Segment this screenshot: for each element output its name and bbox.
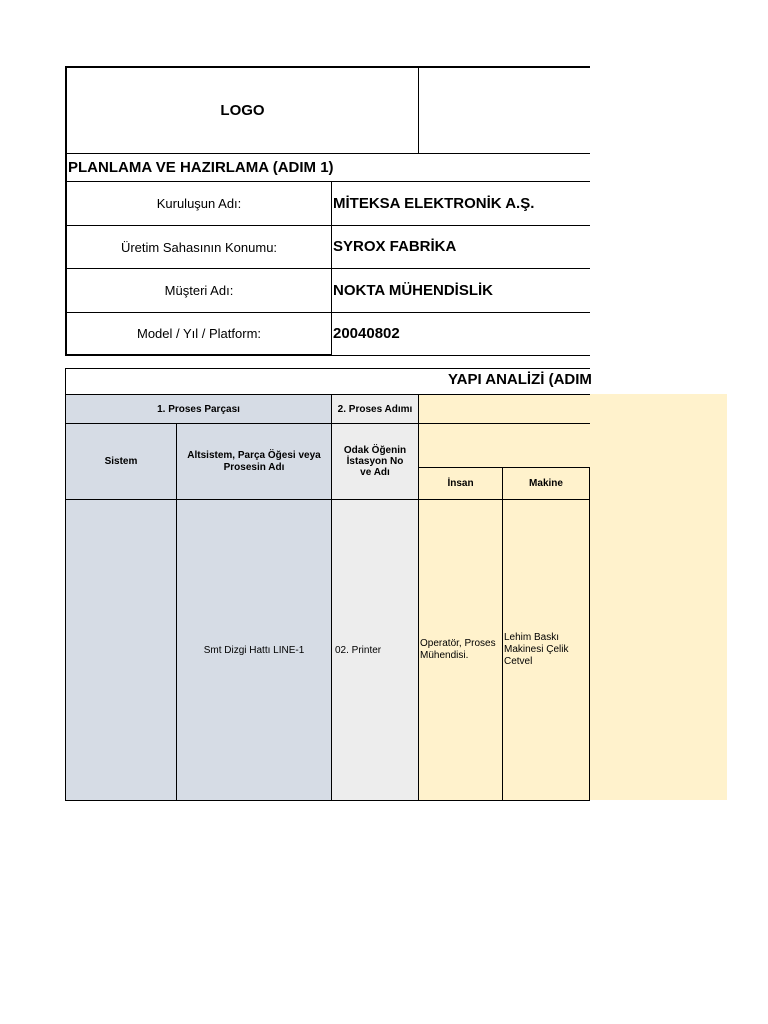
col-header-insan: İnsan	[418, 467, 503, 500]
col-header-altsistem: Altsistem, Parça Öğesi veya Prosesin Adı	[176, 423, 332, 500]
cell-odak: 02. Printer	[331, 499, 419, 801]
info-value-konum: SYROX FABRİKA	[331, 225, 590, 269]
info-value-musteri: NOKTA MÜHENDİSLİK	[331, 268, 590, 313]
function-header-mid	[418, 423, 590, 468]
cell-sistem	[65, 499, 177, 801]
logo-text: LOGO	[220, 102, 265, 119]
cell-altsistem: Smt Dizgi Hattı LINE-1	[176, 499, 332, 801]
info-label-model: Model / Yıl / Platform:	[65, 312, 332, 356]
col-header-odak: Odak Öğenin İstasyon No ve Adı	[331, 423, 419, 500]
function-header-top	[418, 394, 590, 424]
header-blank-cell	[418, 66, 590, 154]
info-label-konum: Üretim Sahasının Konumu:	[65, 225, 332, 269]
col-header-makine: Makine	[502, 467, 590, 500]
info-value-model: 20040802	[331, 312, 590, 356]
col-header-sistem: Sistem	[65, 423, 177, 500]
section-title: PLANLAMA VE HAZIRLAMA (ADIM 1)	[65, 153, 590, 182]
logo-cell	[65, 66, 419, 154]
structure-title-cell	[65, 368, 590, 395]
info-label-kurulus: Kuruluşun Adı:	[65, 181, 332, 226]
col-group-proses-parcasi: 1. Proses Parçası	[65, 394, 332, 424]
cell-insan: Operatör, Proses Mühendisi.	[418, 499, 503, 801]
col-group-proses-adimi: 2. Proses Adımı	[331, 394, 419, 424]
structure-title: YAPI ANALİZİ (ADIM	[448, 371, 592, 388]
info-label-musteri: Müşteri Adı:	[65, 268, 332, 313]
info-value-kurulus: MİTEKSA ELEKTRONİK A.Ş.	[331, 181, 590, 226]
cell-makine: Lehim Baskı Makinesi Çelik Cetvel	[502, 499, 590, 801]
